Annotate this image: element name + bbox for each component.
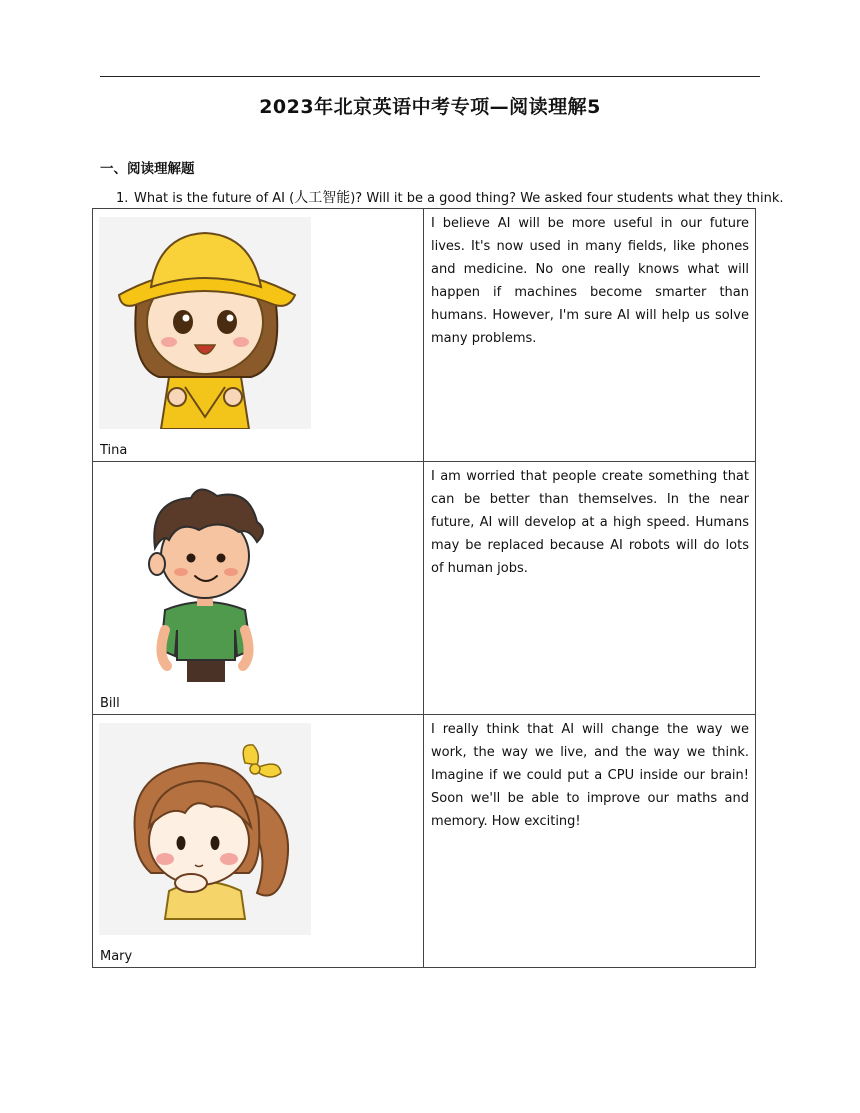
girl-ponytail-bow-illustration (99, 723, 311, 935)
question-stem (116, 187, 784, 207)
question-text-before: What is the future of AI ( (134, 191, 295, 206)
student-opinion-cell (424, 462, 756, 715)
student-opinion-cell (424, 209, 756, 462)
girl-yellow-hat-illustration (99, 217, 311, 429)
table-row (93, 715, 756, 968)
student-opinion-text: I believe AI will be more useful in our future lives. It's now used in many fields, like phones and medicine. No one really knows what will happen if machines become smarter than humans. However, I'm sure AI will help us solve many problems. (431, 216, 749, 346)
question-text-chinese: 人工智能 (294, 190, 351, 206)
boy-green-shirt-illustration (99, 470, 311, 682)
student-opinion-text: I really think that AI will change the way we work, the way we live, and the way we think. Imagine if we could put a CPU inside our brain! Soon we'll be able to improve our maths and memory. How exciting! (431, 722, 749, 829)
section-heading: 一、阅读理解题 (100, 161, 195, 177)
table-row (93, 209, 756, 462)
header-rule (100, 76, 760, 77)
student-name: Mary (100, 949, 133, 964)
question-text-after: )? Will it be a good thing? We asked four students what they think. (350, 191, 784, 206)
table-row (93, 462, 756, 715)
student-opinion-cell (424, 715, 756, 968)
student-opinion-text: I am worried that people create something that can be better than themselves. In the near future, AI will develop at a high speed. Humans may be replaced because AI robots will do lots of human jobs. (431, 469, 749, 576)
student-opinions-table (92, 208, 756, 968)
document-title: 2023年北京英语中考专项—阅读理解5 (259, 96, 601, 118)
student-name: Tina (100, 443, 128, 458)
student-picture-cell (93, 462, 424, 715)
student-picture-cell (93, 209, 424, 462)
student-picture-cell (93, 715, 424, 968)
student-name: Bill (100, 696, 120, 711)
question-number: 1. (116, 191, 129, 206)
